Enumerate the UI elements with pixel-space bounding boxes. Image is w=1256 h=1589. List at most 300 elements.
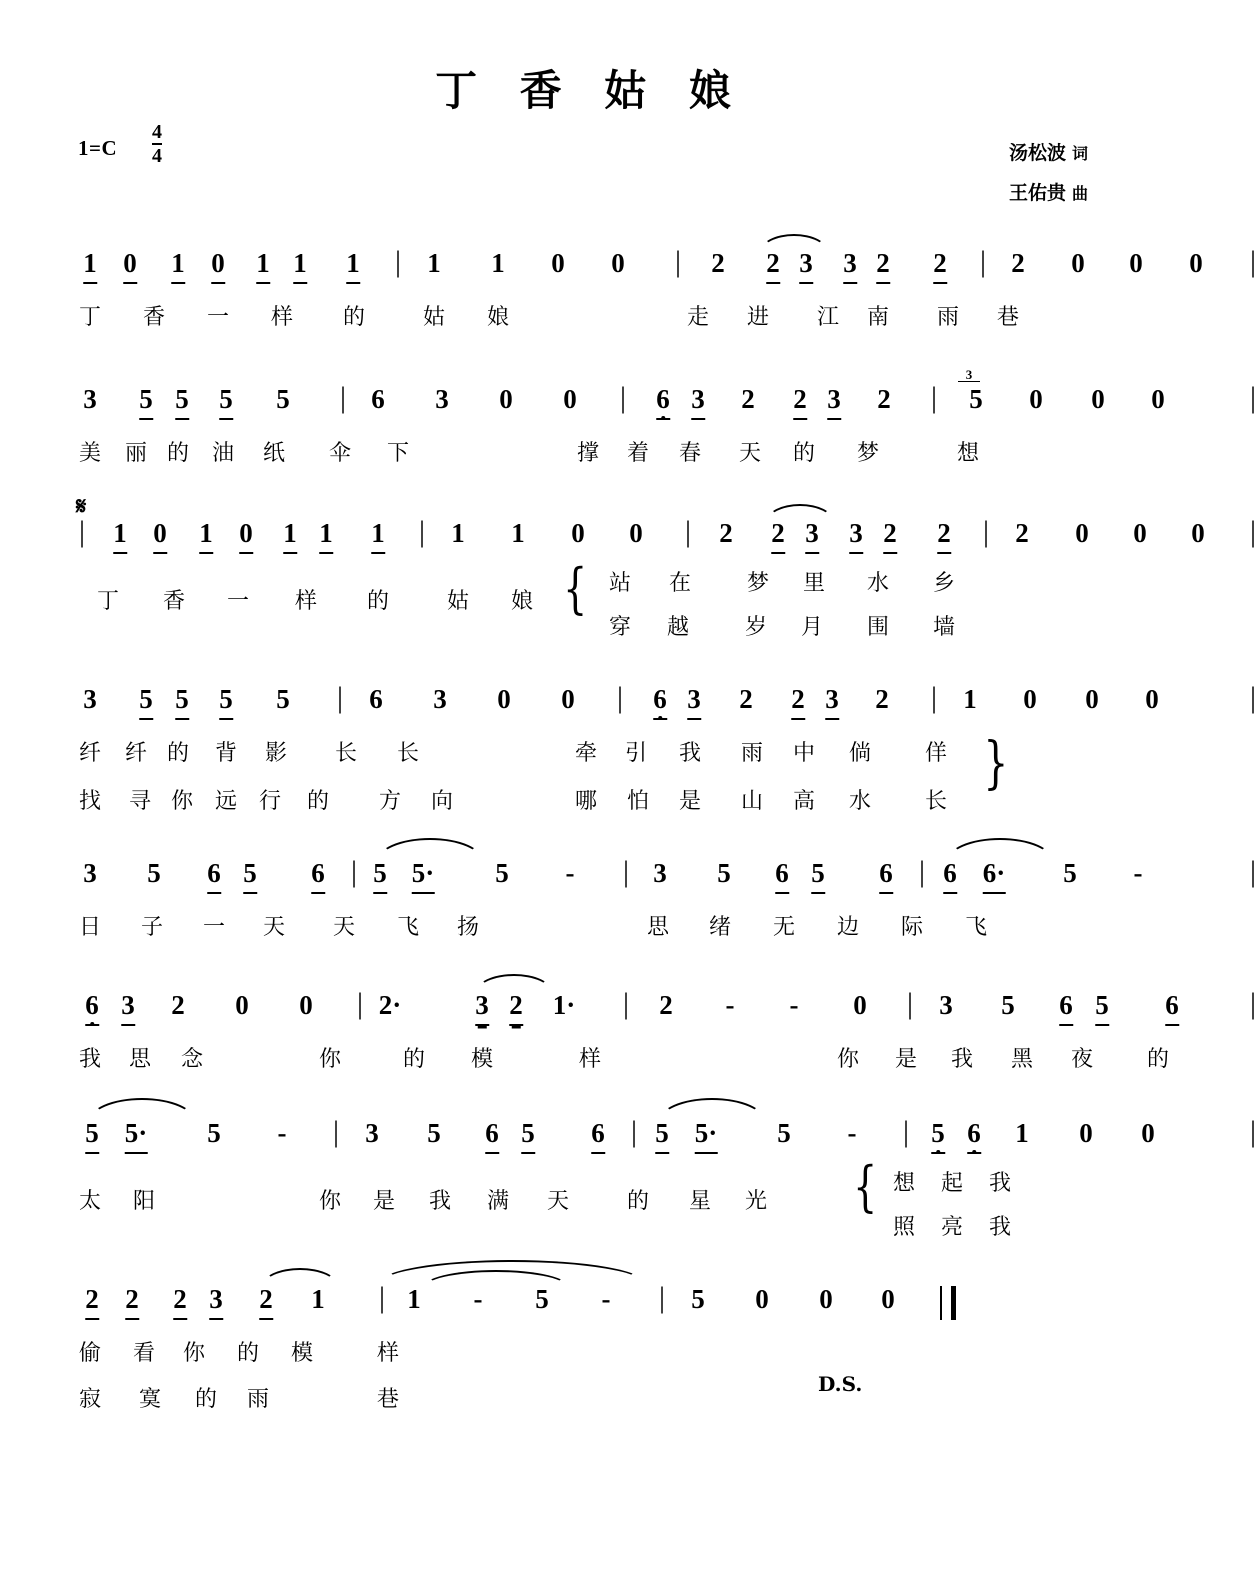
note: 5· xyxy=(695,1118,718,1154)
note: 1 xyxy=(199,518,213,554)
note: 0 xyxy=(1151,384,1165,414)
lyric: 长 xyxy=(334,741,358,766)
barline: | xyxy=(339,381,347,414)
lyric-alt1: 水 xyxy=(866,571,890,596)
lyric: 夜 xyxy=(1070,1047,1094,1072)
slur xyxy=(262,1268,338,1286)
note: 6 xyxy=(967,1118,981,1154)
lyric: 的 xyxy=(402,1047,426,1072)
note: 2 xyxy=(125,1284,139,1320)
lyric: 一 xyxy=(226,589,250,614)
lyric: 我 xyxy=(678,741,702,766)
lyric: 撑 xyxy=(576,441,600,466)
system-7-lyrics xyxy=(78,1155,1102,1262)
note: 6 xyxy=(943,858,957,894)
barline: | xyxy=(902,1115,910,1148)
lyric-alt2: 亮 xyxy=(940,1215,964,1240)
barline: | xyxy=(619,381,627,414)
note: 5 xyxy=(1063,858,1077,888)
note: 5 xyxy=(811,858,825,894)
note: 5 xyxy=(276,384,290,414)
note: 2 xyxy=(739,684,753,714)
note: 5 xyxy=(139,384,153,420)
lyric: 影 xyxy=(264,741,288,766)
header-info xyxy=(0,118,1180,208)
note: 1 xyxy=(83,248,97,284)
note: 1 xyxy=(407,1284,421,1314)
lyric: 纤 xyxy=(124,741,148,766)
lyric: 梦 xyxy=(856,441,880,466)
note: 2 xyxy=(933,248,947,284)
lyric: 天 xyxy=(332,915,356,940)
lyric: 纤 xyxy=(78,741,102,766)
lyric-alt1: 想 xyxy=(892,1171,916,1196)
lyric: 走 xyxy=(686,305,710,330)
note: 1 xyxy=(311,1284,325,1314)
lyric: 娘 xyxy=(486,305,510,330)
note: 5 xyxy=(139,684,153,720)
lyric: 飞 xyxy=(396,915,420,940)
barline: | xyxy=(918,855,926,888)
note: 3 xyxy=(827,384,841,420)
note: 2 xyxy=(771,518,785,554)
lyric: 样 xyxy=(578,1047,602,1072)
barline: | xyxy=(982,515,990,548)
lyric: 倘 xyxy=(848,741,872,766)
note: 5 xyxy=(717,858,731,888)
note: 0 xyxy=(551,248,565,278)
lyric: 偷 xyxy=(78,1341,102,1366)
credits xyxy=(1009,134,1088,214)
note: 3 xyxy=(475,990,489,1026)
note: 0 xyxy=(881,1284,895,1314)
lyric-alt: 水 xyxy=(848,789,872,814)
lyric: 香 xyxy=(142,305,166,330)
lyric: 长 xyxy=(396,741,420,766)
lyric: 一 xyxy=(206,305,230,330)
system-4-lyrics xyxy=(78,736,1102,784)
note: 3 xyxy=(805,518,819,554)
lyric: 子 xyxy=(140,915,164,940)
note: 1 xyxy=(371,518,385,554)
lyric: 油 xyxy=(211,441,235,466)
lyric: 我 xyxy=(428,1189,452,1214)
note: 5 xyxy=(969,384,983,414)
system-1-lyrics xyxy=(78,300,1102,346)
note: 0 xyxy=(755,1284,769,1314)
note: 2 xyxy=(876,248,890,284)
note: 2 xyxy=(85,1284,99,1320)
system-1 xyxy=(0,245,1256,346)
barline: | xyxy=(356,987,364,1020)
lyric-alt: 高 xyxy=(792,789,816,814)
system-8-lyrics xyxy=(78,1336,1102,1382)
note: 2 xyxy=(937,518,951,554)
lyric: 黑 xyxy=(1010,1047,1034,1072)
lyric-alt2: 岁 xyxy=(744,615,768,640)
system-1-notes xyxy=(78,245,1256,300)
note: - xyxy=(277,1118,287,1148)
meter-numerator: 4 xyxy=(152,121,162,143)
note: - xyxy=(565,858,575,888)
note: 3 xyxy=(365,1118,379,1148)
note: 0 xyxy=(1085,684,1099,714)
note: 5 xyxy=(1001,990,1015,1020)
lyric: 美 xyxy=(78,441,102,466)
barline: | xyxy=(979,245,987,278)
note: 0 xyxy=(1071,248,1085,278)
note: 3 xyxy=(209,1284,223,1320)
lyric: 你 xyxy=(836,1047,860,1072)
note: 0 xyxy=(499,384,513,414)
note: 0 xyxy=(235,990,249,1020)
lyric: 着 xyxy=(626,441,650,466)
note: 6 xyxy=(207,858,221,894)
note: 6 xyxy=(1165,990,1179,1026)
note: 3 xyxy=(843,248,857,284)
note: 6 xyxy=(656,384,670,420)
lyric: 的 xyxy=(166,741,190,766)
lyric: 星 xyxy=(688,1189,712,1214)
slur xyxy=(766,504,834,522)
note: - xyxy=(789,990,799,1020)
lyric-alt: 行 xyxy=(258,789,282,814)
note: 2 xyxy=(719,518,733,548)
note: 5· xyxy=(412,858,435,894)
lyric: 无 xyxy=(772,915,796,940)
lyric: 一 xyxy=(202,915,226,940)
lyric-alt2: 围 xyxy=(866,615,890,640)
note: 2 xyxy=(793,384,807,420)
note: 1 xyxy=(171,248,185,284)
note: 0 xyxy=(1079,1118,1093,1148)
note: 3 xyxy=(435,384,449,414)
lyric-alt: 向 xyxy=(430,789,454,814)
note: 6 xyxy=(653,684,667,720)
lyric-alt: 远 xyxy=(214,789,238,814)
lyric: 丁 xyxy=(96,589,120,614)
system-7-notes xyxy=(78,1115,1256,1170)
lyric: 的 xyxy=(626,1189,650,1214)
lyric-alt2: 我 xyxy=(988,1215,1012,1240)
lyric: 思 xyxy=(128,1047,152,1072)
lyric: 模 xyxy=(290,1341,314,1366)
note: 2 xyxy=(1015,518,1029,548)
note: 2 xyxy=(509,990,523,1026)
lyric-alt2: 墙 xyxy=(932,615,956,640)
lyric: 牵 xyxy=(574,741,598,766)
barline: | xyxy=(622,987,630,1020)
system-5-notes xyxy=(78,855,1256,910)
lyric-alt1: 我 xyxy=(988,1171,1012,1196)
page-title: 丁 香 姑 娘 xyxy=(435,66,745,115)
note: 3 xyxy=(433,684,447,714)
lyric: 你 xyxy=(318,1047,342,1072)
note: 2 xyxy=(173,1284,187,1320)
barline: | xyxy=(930,681,938,714)
lyric-alt: 哪 xyxy=(574,789,598,814)
barline: | xyxy=(1249,1115,1256,1148)
note: 2 xyxy=(711,248,725,278)
lyric-alt2: 越 xyxy=(666,615,690,640)
note: 5 xyxy=(655,1118,669,1154)
lyric: 中 xyxy=(792,741,816,766)
lyric: 样 xyxy=(376,1341,400,1366)
lyric: 南 xyxy=(866,305,890,330)
note: 0 xyxy=(611,248,625,278)
lyric: 飞 xyxy=(964,915,988,940)
note: 6 xyxy=(371,384,385,414)
lyric-alt: 的 xyxy=(306,789,330,814)
barline: | xyxy=(418,515,426,548)
lyric-alt: 的 xyxy=(194,1387,218,1412)
note: 5 xyxy=(777,1118,791,1148)
note: 0 xyxy=(239,518,253,554)
lyric: 下 xyxy=(386,441,410,466)
lyric: 娘 xyxy=(510,589,534,614)
lyric: 的 xyxy=(166,441,190,466)
note: 2 xyxy=(741,384,755,414)
barline: | xyxy=(1249,515,1256,548)
lyric: 丁 xyxy=(78,305,102,330)
lyric-alt: 寻 xyxy=(128,789,152,814)
note: 5 xyxy=(535,1284,549,1314)
note: 0 xyxy=(1129,248,1143,278)
note: 2 xyxy=(766,248,780,284)
lyric: 佯 xyxy=(924,741,948,766)
note: 0 xyxy=(853,990,867,1020)
slur xyxy=(376,838,484,862)
lyric: 姑 xyxy=(422,305,446,330)
lyric: 雨 xyxy=(740,741,764,766)
note: 3 xyxy=(799,248,813,284)
lyric: 天 xyxy=(546,1189,570,1214)
lyric-alt1: 站 xyxy=(608,571,632,596)
note: 2 xyxy=(883,518,897,554)
lyric: 扬 xyxy=(456,915,480,940)
note: 5· xyxy=(125,1118,148,1154)
barline: | xyxy=(630,1115,638,1148)
lyric: 绪 xyxy=(708,915,732,940)
note: 1 xyxy=(113,518,127,554)
lyric: 姑 xyxy=(446,589,470,614)
note: 0 xyxy=(123,248,137,284)
note: 5 xyxy=(691,1284,705,1314)
system-2-notes xyxy=(78,367,1256,436)
slur xyxy=(88,1098,196,1122)
note: 5 xyxy=(147,858,161,888)
barline: | xyxy=(78,515,86,548)
note: - xyxy=(473,1284,483,1314)
barline: | xyxy=(622,855,630,888)
lyric: 江 xyxy=(816,305,840,330)
barline: | xyxy=(616,681,624,714)
system-2 xyxy=(0,367,1256,482)
note: 0 xyxy=(1075,518,1089,548)
note: 5 xyxy=(219,384,233,420)
lyric-alt: 巷 xyxy=(376,1387,400,1412)
lyric: 日 xyxy=(78,915,102,940)
barline: | xyxy=(906,987,914,1020)
lyricist-role: 词 xyxy=(1071,144,1088,163)
lyric-alt2: 照 xyxy=(892,1215,916,1240)
barline: | xyxy=(930,381,938,414)
note: 1 xyxy=(256,248,270,284)
lyric: 进 xyxy=(746,305,770,330)
note: 5 xyxy=(175,384,189,420)
note: 3 xyxy=(83,384,97,414)
lyric-alt1: 起 xyxy=(940,1171,964,1196)
note: 6· xyxy=(983,858,1006,894)
lyric-alt: 你 xyxy=(170,789,194,814)
lyric: 天 xyxy=(738,441,762,466)
lyric-brace-right: } xyxy=(983,731,1009,796)
lyricist-name: 汤松波 xyxy=(1008,142,1066,164)
note: - xyxy=(847,1118,857,1148)
note: 1 xyxy=(293,248,307,284)
lyric: 满 xyxy=(486,1189,510,1214)
note: 2· xyxy=(378,990,402,1020)
note: 1 xyxy=(491,248,505,278)
lyric: 的 xyxy=(342,305,366,330)
barline: | xyxy=(350,855,358,888)
note: 1 xyxy=(427,248,441,278)
lyric: 光 xyxy=(744,1189,768,1214)
barline: | xyxy=(1249,987,1256,1020)
lyric-brace: { xyxy=(563,557,588,620)
lyric-alt: 雨 xyxy=(246,1387,270,1412)
system-7 xyxy=(0,1115,1256,1262)
barline: | xyxy=(332,1115,340,1148)
lyric: 念 xyxy=(180,1047,204,1072)
system-6-notes xyxy=(78,987,1256,1042)
lyric-alt1: 在 xyxy=(668,571,692,596)
note: 3 xyxy=(687,684,701,720)
composer-name: 王佑贵 xyxy=(1008,181,1066,204)
note: 0 xyxy=(497,684,511,714)
barline: | xyxy=(336,681,344,714)
lyric: 的 xyxy=(1146,1047,1170,1072)
system-8 xyxy=(0,1281,1180,1426)
slur xyxy=(946,838,1054,862)
lyric: 你 xyxy=(318,1189,342,1214)
note: 6 xyxy=(591,1118,605,1154)
barline: | xyxy=(1249,681,1256,714)
lyric: 你 xyxy=(182,1341,206,1366)
barline: | xyxy=(658,1281,666,1314)
note: 0 xyxy=(1091,384,1105,414)
note: 1· xyxy=(552,990,576,1020)
lyric: 的 xyxy=(366,589,390,614)
slur xyxy=(476,974,552,992)
lyric: 样 xyxy=(294,589,318,614)
note: 1 xyxy=(283,518,297,554)
note: 3 xyxy=(939,990,953,1020)
note: 2 xyxy=(659,990,673,1020)
note: - xyxy=(601,1284,611,1314)
note: 5 xyxy=(85,1118,99,1154)
lyric-alt2: 穿 xyxy=(608,615,632,640)
lyric: 是 xyxy=(894,1047,918,1072)
note: 0 xyxy=(1145,684,1159,714)
system-6-lyrics xyxy=(78,1042,1170,1088)
note: 5 xyxy=(373,858,387,894)
note: 0 xyxy=(1141,1118,1155,1148)
note: 2 xyxy=(877,384,891,414)
note: 5 xyxy=(276,684,290,714)
note: 5 xyxy=(207,1118,221,1148)
lyric: 样 xyxy=(270,305,294,330)
barline: | xyxy=(684,515,692,548)
note: 0 xyxy=(299,990,313,1020)
note: 2 xyxy=(1011,248,1025,278)
note: 0 xyxy=(1029,384,1043,414)
barline: | xyxy=(1249,855,1256,888)
note: - xyxy=(725,990,735,1020)
note: 0 xyxy=(819,1284,833,1314)
lyric-alt1: 梦 xyxy=(746,571,770,596)
lyric: 太 xyxy=(78,1189,102,1214)
note: 1 xyxy=(963,684,977,714)
system-8-lyrics-alt xyxy=(78,1372,1102,1426)
lyric: 阳 xyxy=(132,1189,156,1214)
note: 5 xyxy=(243,858,257,894)
lyric-alt: 长 xyxy=(924,789,948,814)
barline: | xyxy=(394,245,402,278)
lyric: 丽 xyxy=(124,441,148,466)
note: 1 xyxy=(451,518,465,548)
lyric: 看 xyxy=(132,1341,156,1366)
note: 2 xyxy=(259,1284,273,1320)
system-4 xyxy=(0,681,1256,828)
lyric: 伞 xyxy=(328,441,352,466)
note: 3 xyxy=(849,518,863,554)
lyric-alt: 山 xyxy=(740,789,764,814)
note: 6 xyxy=(1059,990,1073,1026)
note: 1 xyxy=(511,518,525,548)
system-4-lyrics-alt xyxy=(78,731,1102,828)
lyric: 香 xyxy=(162,589,186,614)
note: 0 xyxy=(629,518,643,548)
note: 5 xyxy=(219,684,233,720)
triplet-number: 3 xyxy=(965,367,973,382)
note: - xyxy=(1133,858,1143,888)
system-4-notes xyxy=(78,681,1256,736)
note: 3 xyxy=(691,384,705,420)
note: 6 xyxy=(369,684,383,714)
note: 0 xyxy=(211,248,225,284)
lyric: 我 xyxy=(78,1047,102,1072)
key-signature: 1=C xyxy=(78,136,118,160)
lyric-alt2: 月 xyxy=(800,615,824,640)
meter-denominator: 4 xyxy=(152,145,162,167)
lyric: 巷 xyxy=(996,305,1020,330)
note: 0 xyxy=(1133,518,1147,548)
final-barline xyxy=(940,1286,956,1320)
system-6 xyxy=(0,987,1256,1088)
lyric-alt: 寞 xyxy=(138,1387,162,1412)
lyric-alt1: 乡 xyxy=(932,571,956,596)
composer-line xyxy=(1009,174,1088,214)
note: 5 xyxy=(521,1118,535,1154)
lyric-alt: 是 xyxy=(678,789,702,814)
time-signature xyxy=(152,122,162,167)
barline: | xyxy=(1249,381,1256,414)
note: 0 xyxy=(571,518,585,548)
lyric: 我 xyxy=(950,1047,974,1072)
composer-role: 曲 xyxy=(1071,183,1088,203)
note: 0 xyxy=(563,384,577,414)
